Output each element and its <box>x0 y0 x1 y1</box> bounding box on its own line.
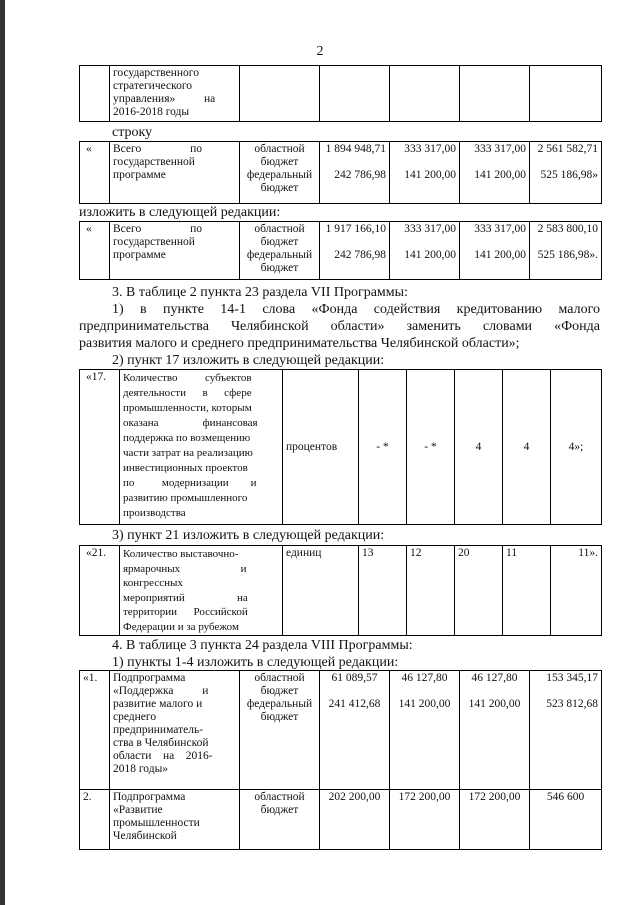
value-cell: 153 345,17 523 812,68 <box>530 671 602 790</box>
item-number: «1. <box>80 671 110 790</box>
value-cell: 4 <box>503 370 551 525</box>
value-cell: 172 200,00 <box>460 790 530 850</box>
cell-empty <box>390 66 460 122</box>
value-cell: 13 <box>359 546 407 636</box>
value-cell: - * <box>407 370 455 525</box>
source-regional: областной бюджет <box>254 672 305 697</box>
scan-edge <box>0 0 5 905</box>
value-cell: 333 317,00 141 200,00 <box>390 142 460 204</box>
paragraph-3-1-line: предпринимательства Челябинской области» заменить словами «Фонда <box>79 319 600 334</box>
value-cell: 333 317,00 141 200,00 <box>460 142 530 204</box>
cell-empty <box>530 66 602 122</box>
text-line: Всего по <box>113 143 202 155</box>
heading-izlozhit: изложить в следующей редакции: <box>79 205 281 220</box>
funding-source-cell <box>240 671 320 790</box>
value-cell: 333 317,00 141 200,00 <box>460 222 530 280</box>
value-cell: 1 894 948,71 242 786,98 <box>320 142 390 204</box>
value-cell: 202 200,00 <box>320 790 390 850</box>
value-cell: - * <box>359 370 407 525</box>
table-item-17 <box>79 369 602 525</box>
text-line: управления» на <box>113 93 216 105</box>
cell-empty <box>320 66 390 122</box>
paragraph-3-1-line: 1) в пункте 14-1 слова «Фонда содействия кредитованию малого <box>112 302 600 317</box>
indicator-text-cell: Количество выставочно- ярмарочных и конгрессных мероприятий на территории Российской Федерации и за рубежом <box>120 546 283 636</box>
value-cell: 11 <box>503 546 551 636</box>
paragraph-3-2: 2) пункт 17 изложить в следующей редакции: <box>112 353 385 368</box>
value-cell: 46 127,80 141 200,00 <box>460 671 530 790</box>
source-regional: областной бюджет <box>254 223 305 248</box>
table-new-totals <box>79 221 602 280</box>
program-name-cell <box>110 222 240 280</box>
unit-cell: единиц <box>283 546 359 636</box>
value-cell: 20 <box>455 546 503 636</box>
text-line: 2016-2018 годы <box>113 106 190 118</box>
cell-empty <box>80 66 110 122</box>
text-line: Всего по <box>113 223 202 235</box>
cell-empty <box>460 66 530 122</box>
text-line: программе <box>113 169 166 181</box>
row-quote: « <box>80 222 110 280</box>
source-federal: федеральный бюджет <box>246 249 313 274</box>
value-cell: 2 561 582,71 525 186,98» <box>530 142 602 204</box>
paragraph-4-1: 1) пункты 1-4 изложить в следующей редакции: <box>112 655 399 670</box>
value-cell: 546 600 <box>530 790 602 850</box>
cell-empty <box>240 66 320 122</box>
text-line: программе <box>113 249 166 261</box>
program-name-cell <box>110 142 240 204</box>
value-cell: 2 583 800,10 525 186,98». <box>530 222 602 280</box>
item-number: «21. <box>80 546 120 636</box>
text-line: государственной <box>113 236 195 248</box>
paragraph-3-1-line: развития малого и среднего предпринимательства Челябинской области»; <box>79 336 520 351</box>
page-number: 2 <box>316 44 324 59</box>
source-federal: федеральный бюджет <box>246 698 313 723</box>
value-cell: 172 200,00 <box>390 790 460 850</box>
value-cell: 4»; <box>551 370 602 525</box>
funding-source-cell <box>240 142 320 204</box>
value-cell: 12 <box>407 546 455 636</box>
value-cell: 333 317,00 141 200,00 <box>390 222 460 280</box>
funding-source-cell: областной бюджет <box>240 790 320 850</box>
value-cell: 1 917 166,10 242 786,98 <box>320 222 390 280</box>
program-name-cell: Подпрограмма «Поддержка и развитие малого и среднего предприниматель- ства в Челябинской области на 2016- 2018 годы» <box>110 671 240 790</box>
item-number: 2. <box>80 790 110 850</box>
text-line: стратегического <box>113 80 193 92</box>
item-number: «17. <box>80 370 120 525</box>
paragraph-3-3: 3) пункт 21 изложить в следующей редакции: <box>112 528 385 543</box>
value-cell: 46 127,80 141 200,00 <box>390 671 460 790</box>
value-cell: 11». <box>551 546 602 636</box>
row-quote: « <box>80 142 110 204</box>
source-federal: федеральный бюджет <box>246 169 313 194</box>
paragraph-3: 3. В таблице 2 пункта 23 раздела VII Программы: <box>112 285 408 300</box>
value-cell: 61 089,57 241 412,68 <box>320 671 390 790</box>
indicator-text-cell: Количество субъектов деятельности в сфере промышленности, которым оказана финансовая поддержка по возмещению части затрат на реализацию инвестиционных проектов по модернизации и развитию промышленного производства <box>120 370 283 525</box>
table-old-totals <box>79 141 602 204</box>
text-line: государственного <box>113 67 199 79</box>
table-item-21 <box>79 545 602 636</box>
heading-stroku: строку <box>112 125 153 140</box>
value-cell: 4 <box>455 370 503 525</box>
program-name-cell <box>110 66 240 122</box>
program-name-cell: Подпрограмма «Развитие промышленности Челябинской <box>110 790 240 850</box>
unit-cell: процентов <box>283 370 359 525</box>
table-continuation <box>79 65 602 122</box>
funding-source-cell <box>240 222 320 280</box>
source-regional: областной бюджет <box>254 143 305 168</box>
paragraph-4: 4. В таблице 3 пункта 24 раздела VIII Программы: <box>112 638 413 653</box>
text-line: государственной <box>113 156 195 168</box>
table-subprograms <box>79 670 602 850</box>
